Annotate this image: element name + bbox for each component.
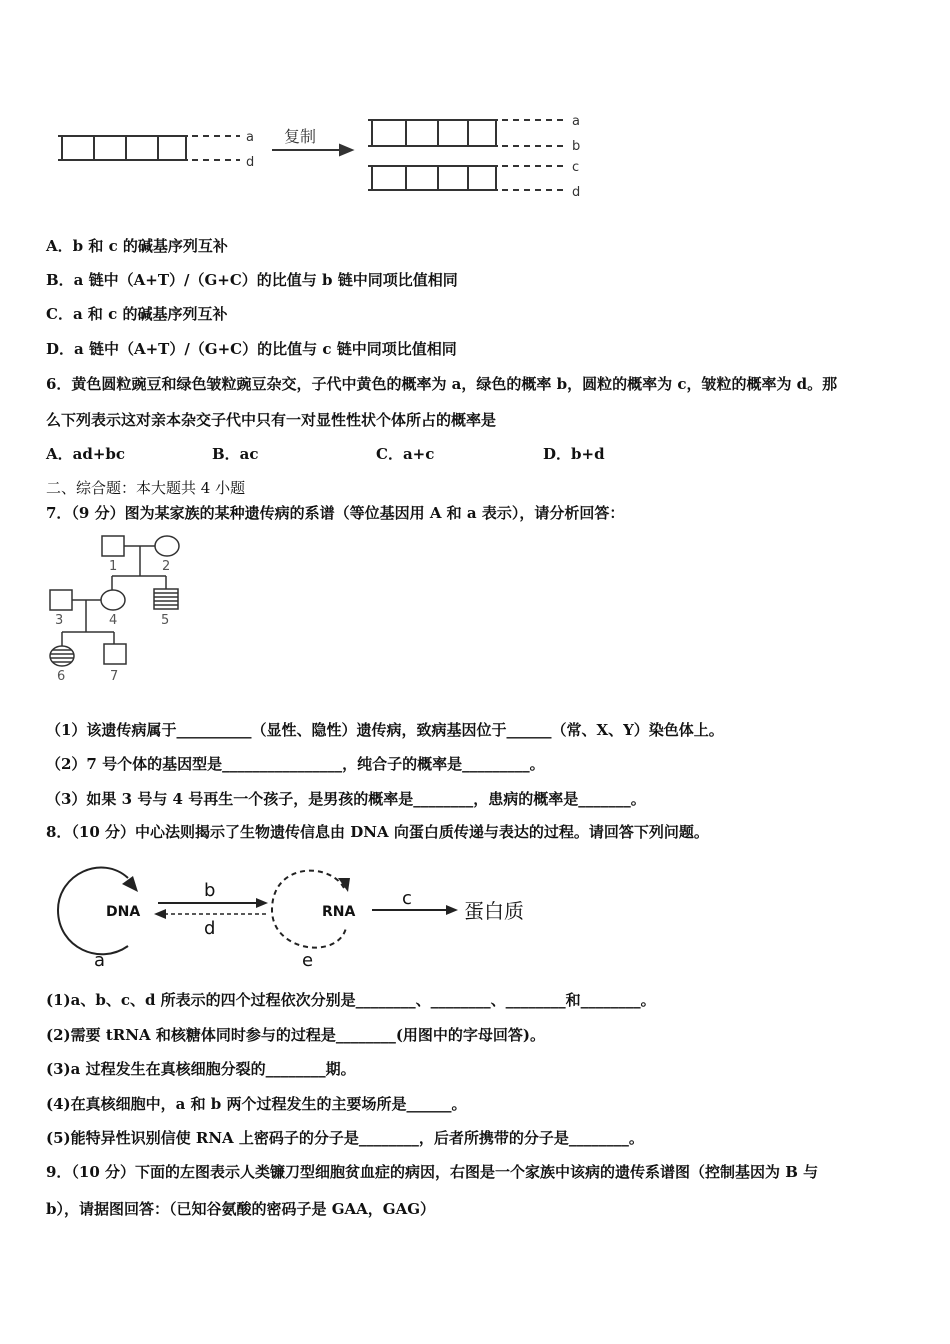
- individual-7-male: [104, 644, 126, 664]
- q6-option-b: B．ac: [212, 445, 259, 463]
- option-b: B．a 链中（A+T）/（G+C）的比值与 b 链中同项比值相同: [46, 271, 458, 289]
- q8-sub3: (3)a 过程发生在真核细胞分裂的________期。: [46, 1060, 356, 1078]
- q6-option-d: D．b+d: [543, 445, 605, 463]
- question-7-stem: 7．（9 分）图为某家族的某种遗传病的系谱（等位基因用 A 和 a 表示），请分析回答：: [46, 504, 625, 522]
- q6-option-c: C．a+c: [376, 445, 435, 463]
- strand-label: a: [572, 114, 580, 129]
- central-dogma-diagram: [40, 848, 600, 978]
- process-e-label: e: [302, 950, 314, 971]
- rna-label: RNA: [322, 904, 356, 920]
- option-c: C．a 和 c 的碱基序列互补: [46, 305, 228, 323]
- svg-text:2: 2: [162, 559, 171, 574]
- individual-5-affected-male: [154, 589, 178, 609]
- question-6-line1: 6．黄色圆粒豌豆和绿色皱粒豌豆杂交，子代中黄色的概率为 a，绿色的概率 b，圆粒的概率为 c，皱粒的概率为 d。那: [46, 375, 838, 393]
- process-c-label: c: [402, 888, 412, 909]
- q7-sub1: （1）该遗传病属于__________（显性、隐性）遗传病，致病基因位于______（常、X、Y）染色体上。: [46, 721, 724, 739]
- svg-text:6: 6: [57, 669, 66, 684]
- process-b-label: b: [204, 880, 216, 901]
- individual-3-male: [50, 590, 72, 610]
- question-9-line2: b），请据图回答：（已知谷氨酸的密码子是 GAA，GAG）: [46, 1200, 436, 1218]
- q7-sub3: （3）如果 3 号与 4 号再生一个孩子，是男孩的概率是________，患病的概率是_______。: [46, 790, 646, 808]
- q6-option-a: A．ad+bc: [46, 445, 126, 463]
- question-6-line2: 么下列表示这对亲本杂交子代中只有一对显性性状个体所占的概率是: [46, 411, 497, 429]
- strand-label: a: [246, 130, 254, 145]
- svg-text:4: 4: [109, 613, 118, 628]
- q8-sub1: (1)a、b、c、d 所表示的四个过程依次分别是________、________、________和________。: [46, 991, 656, 1009]
- q8-sub2: (2)需要 tRNA 和核糖体同时参与的过程是________(用图中的字母回答)。: [46, 1026, 546, 1044]
- strand-label: b: [572, 139, 581, 154]
- individual-4-female: [101, 590, 125, 610]
- option-a: A．b 和 c 的碱基序列互补: [46, 237, 228, 255]
- individual-1-male: [102, 536, 124, 556]
- process-d-label: d: [204, 918, 216, 939]
- q8-sub4: (4)在真核细胞中，a 和 b 两个过程发生的主要场所是______。: [46, 1095, 467, 1113]
- strand-label: d: [246, 155, 255, 170]
- option-d: D．a 链中（A+T）/（G+C）的比值与 c 链中同项比值相同: [46, 340, 457, 358]
- svg-text:5: 5: [161, 613, 170, 628]
- question-8-stem: 8．（10 分）中心法则揭示了生物遗传信息由 DNA 向蛋白质传递与表达的过程。请回答下列问题。: [46, 823, 709, 841]
- question-9-line1: 9．（10 分）下面的左图表示人类镰刀型细胞贫血症的病因，右图是一个家族中该病的遗传系谱图（控制基因为 B 与: [46, 1163, 819, 1181]
- process-a-label: a: [94, 950, 106, 971]
- dna-label: DNA: [106, 904, 141, 920]
- strand-label: c: [572, 160, 580, 175]
- protein-label: 蛋白质: [464, 899, 524, 923]
- svg-text:7: 7: [110, 669, 119, 684]
- strand-label: d: [572, 185, 581, 200]
- section-heading: 二、综合题：本大题共 4 小题: [46, 479, 246, 497]
- copy-label: 复制: [284, 127, 317, 146]
- dna-replication-figure: [0, 0, 950, 210]
- q8-sub5: (5)能特异性识别信使 RNA 上密码子的分子是________，后者所携带的分子是________。: [46, 1129, 644, 1147]
- svg-text:3: 3: [55, 613, 64, 628]
- individual-6-affected-female: [50, 646, 74, 666]
- pedigree-chart: [40, 530, 240, 690]
- individual-2-female: [155, 536, 179, 556]
- svg-text:1: 1: [109, 559, 118, 574]
- q7-sub2: （2）7 号个体的基因型是________________，纯合子的概率是_________。: [46, 755, 545, 773]
